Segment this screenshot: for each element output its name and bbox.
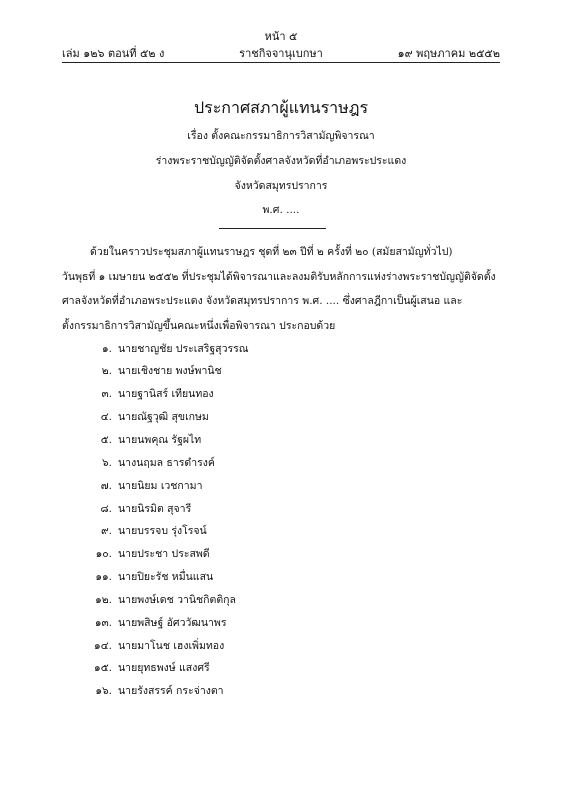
list-item: [62, 659, 442, 675]
publication-date: ๑๙ พฤษภาคม ๒๕๕๒: [397, 47, 500, 60]
item-number: ๑๖.: [95, 685, 112, 697]
body-line-2: วันพุธที่ ๑ เมษายน ๒๕๕๒ ที่ประชุมได้พิจารณาและลงมติรับหลักการแห่งร่างพระราชบัญญัติจัดตั้ง: [62, 271, 496, 283]
member-name: นายปิยะรัช หมื่นแสน: [118, 571, 214, 583]
member-name: นายพสิษฐ์ อัศววัฒนาพร: [118, 617, 227, 629]
list-item: [62, 385, 442, 401]
item-number: ๖.: [101, 457, 112, 469]
item-number: ๑๓.: [94, 617, 112, 629]
member-name: นายนิยม เวชกามา: [118, 480, 203, 492]
list-item: [62, 637, 442, 653]
list-item: [62, 545, 442, 561]
header-rule: [62, 62, 500, 63]
member-name: นายนิรมิต สุจารี: [118, 503, 192, 515]
list-item: [62, 614, 442, 630]
body-line-4: ตั้งกรรมาธิการวิสามัญขึ้นคณะหนึ่งเพื่อพิจารณา ประกอบด้วย: [62, 320, 336, 332]
member-name: นายชาญชัย ประเสริฐสุวรรณ: [118, 343, 249, 355]
title-divider: [219, 228, 326, 229]
item-number: ๑๑.: [95, 571, 112, 583]
item-number: ๙.: [100, 525, 112, 537]
item-number: ๕.: [100, 434, 112, 446]
list-item: [62, 454, 442, 470]
member-name: นายณัฐวุฒิ สุขเกษม: [118, 411, 209, 423]
list-item: [62, 500, 442, 516]
list-item: [62, 682, 442, 698]
list-item: [62, 477, 442, 493]
item-number: ๒.: [101, 365, 112, 377]
member-name: นายประชา ประสพดี: [118, 548, 210, 560]
body-line-3: ศาลจังหวัดที่อำเภอพระประแดง จังหวัดสมุทรปราการ พ.ศ. .... ซึ่งศาลฎีกาเป็นผู้เสนอ และ: [62, 295, 463, 307]
item-number: ๗.: [100, 480, 112, 492]
page-number: หน้า ๕: [264, 30, 298, 43]
item-number: ๔.: [100, 411, 112, 423]
subject-line-3: จังหวัดสมุทรปราการ: [234, 180, 328, 192]
list-item: [62, 591, 442, 607]
item-number: ๑๕.: [94, 662, 112, 674]
list-item: [62, 362, 442, 378]
member-name: นายรังสรรค์ กระจ่างตา: [118, 685, 224, 697]
member-name: นายเชิงชาย พงษ์พานิช: [118, 365, 222, 377]
item-number: ๑๔.: [94, 640, 112, 652]
list-item: [62, 408, 442, 424]
item-number: ๑.: [101, 343, 112, 355]
list-item: [62, 568, 442, 584]
announcement-title: ประกาศสภาผู้แทนราษฎร: [193, 98, 369, 117]
member-name: นายฐานิสร์ เทียนทอง: [118, 388, 214, 400]
gazette-name: ราชกิจจานุเบกษา: [239, 47, 323, 60]
item-number: ๑๒.: [95, 594, 112, 606]
member-name: นายบรรจบ รุ่งโรจน์: [118, 525, 207, 537]
list-item: [62, 522, 442, 538]
subject-line-4: พ.ศ. ....: [262, 204, 300, 216]
body-line-1: ด้วยในคราวประชุมสภาผู้แทนราษฎร ชุดที่ ๒๓ ปีที่ ๒ ครั้งที่ ๒๐ (สมัยสามัญทั่วไป): [90, 246, 453, 258]
item-number: ๘.: [100, 503, 112, 515]
item-number: ๑๐.: [95, 548, 112, 560]
subject-line-2: ร่างพระราชบัญญัติจัดตั้งศาลจังหวัดที่อำเภอพระประแดง: [155, 155, 407, 167]
member-name: นายพงษ์เดช วานิชกิตติกุล: [118, 594, 236, 606]
subject-line-1: เรื่อง ตั้งคณะกรรมาธิการวิสามัญพิจารณา: [187, 130, 375, 142]
member-name: นายยุทธพงษ์ แสงศรี: [118, 662, 210, 674]
member-name: นายนพคุณ รัฐผไท: [118, 434, 202, 446]
item-number: ๓.: [101, 388, 112, 400]
list-item: [62, 431, 442, 447]
member-name: นางนฤมล ธารดำรงค์: [118, 457, 215, 469]
gazette-header: [62, 44, 500, 60]
member-name: นายมาโนช เฮงเพิ่มทอง: [118, 640, 225, 652]
list-item: [62, 340, 442, 356]
volume-issue: เล่ม ๑๒๖ ตอนที่ ๕๒ ง: [62, 47, 165, 60]
